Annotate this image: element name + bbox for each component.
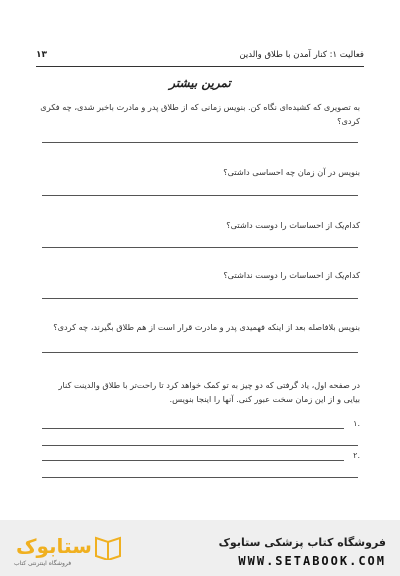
list-number-2: ۲.: [353, 451, 360, 460]
answer-line[interactable]: [42, 142, 358, 143]
shop-url[interactable]: WWW.SETABOOK.COM: [238, 554, 386, 568]
exercise-title: تمرین بیشتر: [169, 76, 231, 90]
logo-text: ستابوک: [16, 534, 92, 558]
answer-line[interactable]: [42, 298, 358, 299]
question-2: بنویس در آن زمان چه احساسی داشتی؟: [223, 167, 360, 177]
question-6: در صفحه اول، یاد گرفتی که دو چیز به تو کمک خواهد کرد تا راحت‌تر با طلاق والدینت کنار بیایی و از این زمان سخت عبور کنی. آنها را اینجا بنویس.: [58, 380, 360, 404]
answer-line[interactable]: [42, 195, 358, 196]
answer-line[interactable]: [42, 428, 344, 429]
logo-subtitle: فروشگاه اینترنتی کتاب: [14, 560, 72, 567]
answer-line[interactable]: [42, 460, 344, 461]
answer-line[interactable]: [42, 352, 358, 353]
page-number: ۱۳: [36, 50, 47, 60]
list-number-1: ۱.: [353, 419, 360, 428]
question-4: کدام‌یک از احساسات را دوست نداشتی؟: [223, 270, 360, 280]
answer-line[interactable]: [42, 477, 358, 478]
question-5: بنویس بلافاصله بعد از اینکه فهمیدی پدر و مادرت قرار است از هم طلاق بگیرند، چه کردی؟: [53, 322, 360, 332]
book-icon: [94, 534, 122, 560]
store-logo[interactable]: [8, 530, 128, 570]
header-title: فعالیت ۱: کنار آمدن با طلاق والدین: [239, 50, 364, 60]
store-footer: [0, 520, 400, 576]
answer-line[interactable]: [42, 445, 358, 446]
shop-name: فروشگاه کتاب پزشکی ستابوک: [218, 536, 386, 549]
question-1: به تصویری که کشیده‌ای نگاه کن. بنویس زمانی که از طلاق پدر و مادرت باخبر شدی، چه فکری کردی؟: [40, 102, 360, 126]
answer-line[interactable]: [42, 247, 358, 248]
page-header: [36, 48, 364, 67]
question-3: کدام‌یک از احساسات را دوست داشتی؟: [226, 220, 360, 230]
